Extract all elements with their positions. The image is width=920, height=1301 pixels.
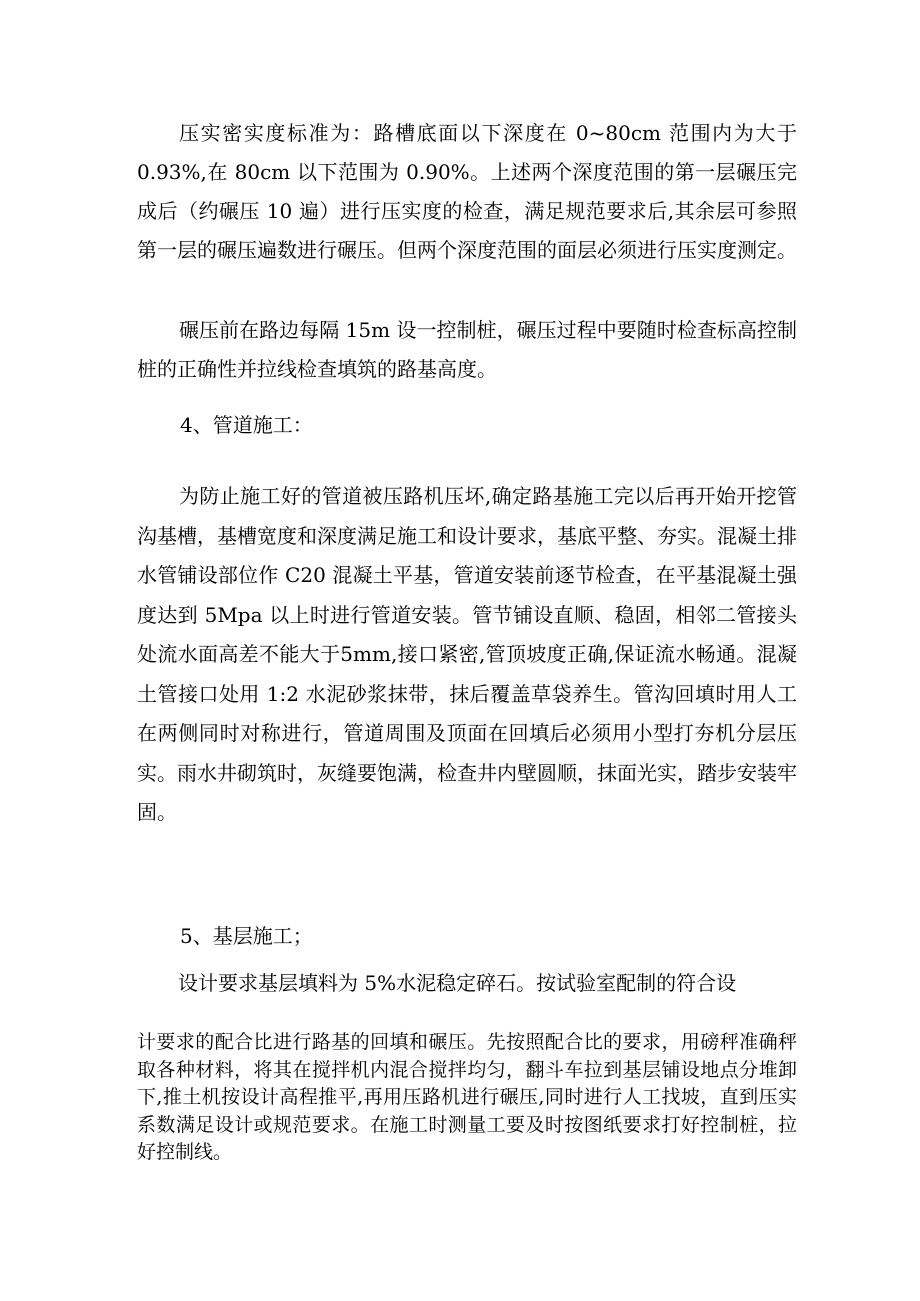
section-heading-base-layer: 5、基层施工； [180,924,313,948]
paragraph-pipeline-construction: 为防止施工好的管道被压路机压坏,确定路基施工完以后再开始开挖管沟基槽，基槽宽度和深度满足施工和设计要求，基底平整、夯实。混凝土排水管铺设部位作 C20 混凝土平基，管道安装前逐节检查，在平基混凝土强度达到 5Mpa 以上时进行管道安装。管节铺设直顺、稳固，相邻二管接头处流水面高差不能大于5mm,接口紧密,管顶坡度正确,保证流水畅通。混凝土管接口处用 1:2 水泥砂浆抹带，抹后覆盖草袋养生。管沟回填时用人工在两侧同时对称进行，管道周围及顶面在回填后必须用小型打夯机分层压实。雨水井砌筑时，灰缝要饱满，检查井内壁圆顺，抹面光实，踏步安装牢固。 [137,484,797,824]
paragraph-compaction-standard: 压实密实度标准为：路槽底面以下深度在 0~80cm 范围内为大于 0.93%,在 80cm 以下范围为 0.90%。上述两个深度范围的第一层碾压完成后（约碾压 10 遍）进行压实度的检查，满足规范要求后,其余层可参照第一层的碾压遍数进行碾压。但两个深度范围的面层必须进行压实度测定。 [137,121,797,262]
paragraph-control-piles: 碾压前在路边每隔 15m 设一控制桩，碾压过程中要随时检查标高控制桩的正确性并拉线检查填筑的路基高度。 [137,318,797,381]
paragraph-base-layer-continued: 计要求的配合比进行路基的回填和碾压。先按照配合比的要求，用磅秤准确秤取各种材料，将其在搅拌机内混合搅拌均匀，翻斗车拉到基层铺设地点分堆卸下,推土机按设计高程推平,再用压路机进行碾压,同时进行人工找坡，直到压实系数满足设计或规范要求。在施工时测量工要及时按图纸要求打好控制桩，拉好控制线。 [137,1031,797,1163]
section-heading-pipeline: 4、管道施工： [180,413,313,437]
paragraph-base-layer-intro: 设计要求基层填料为 5%水泥稳定碎石。按试验室配制的符合设 [178,971,737,995]
